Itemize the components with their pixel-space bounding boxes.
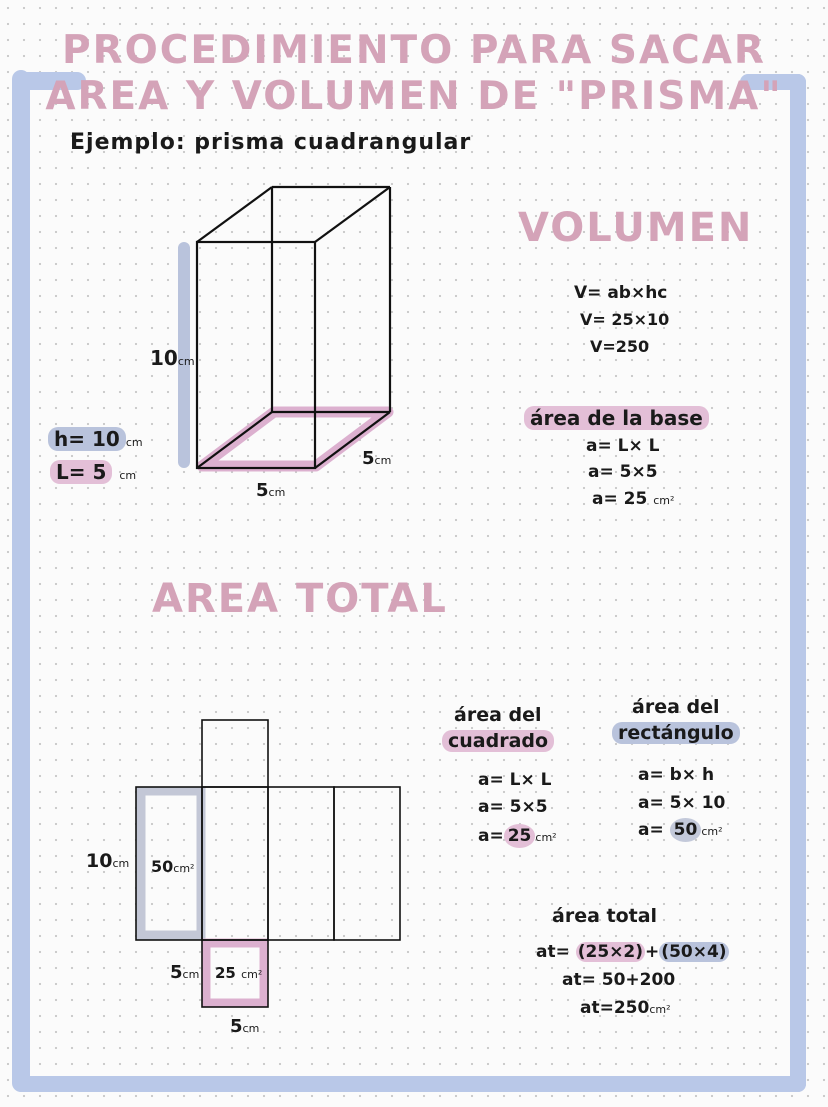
- net-bottom-label: 5cm: [230, 1016, 260, 1037]
- area-cuadrado-step2: a= 25 cm²: [478, 826, 557, 846]
- volumen-step2: V=250: [590, 337, 650, 356]
- prism-depth-label: 5cm: [362, 448, 392, 469]
- area-base-step1: a= 5×5: [588, 462, 658, 482]
- area-total-heading: área total: [552, 905, 658, 927]
- page-title-line2: AREA Y VOLUMEN DE "PRISMA": [45, 74, 783, 119]
- area-cuadrado-formula: a= L× L: [478, 770, 552, 790]
- subtitle: Ejemplo: prisma cuadrangular: [70, 130, 472, 155]
- prism-height-label: 10cm: [150, 346, 195, 370]
- page-title-line1: PROCEDIMIENTO PARA SACAR: [62, 28, 766, 73]
- area-rectangulo-step2: a= 50 cm²: [638, 820, 723, 840]
- area-cuadrado-step1: a= 5×5: [478, 797, 548, 817]
- area-rectangulo-formula: a= b× h: [638, 765, 715, 785]
- area-base-step2: a= 25 cm²: [592, 489, 675, 509]
- area-cuadrado-heading-line1: área del: [454, 704, 542, 726]
- volumen-formula: V= ab×hc: [574, 283, 668, 303]
- area-total-step2: at=250cm²: [580, 998, 671, 1018]
- prism-base-highlight: [202, 412, 388, 466]
- area-cuadrado-heading-line2: cuadrado: [442, 730, 554, 752]
- net-square-area-label: 25 cm²: [215, 964, 263, 982]
- net-rect-area-label: 50cm²: [151, 857, 195, 876]
- area-rectangulo-heading-line1: área del: [632, 696, 720, 718]
- area-base-heading: área de la base: [524, 406, 709, 430]
- net-square-side-label: 5cm: [170, 962, 200, 983]
- area-rectangulo-step1: a= 5× 10: [638, 793, 726, 813]
- area-total-section-heading: AREA TOTAL: [152, 576, 448, 622]
- given-l: L= 5 cm: [50, 460, 136, 484]
- area-total-step1: at= 50+200: [562, 970, 676, 990]
- volumen-heading: VOLUMEN: [518, 205, 754, 251]
- prism-width-label: 5cm: [256, 480, 286, 501]
- area-base-formula: a= L× L: [586, 436, 660, 456]
- volumen-step1: V= 25×10: [580, 310, 670, 329]
- given-h: h= 10 cm: [48, 427, 143, 451]
- area-total-formula: at= (25×2) + (50×4): [536, 942, 727, 962]
- area-rectangulo-heading-line2: rectángulo: [612, 722, 740, 744]
- net-height-label: 10cm: [86, 850, 130, 872]
